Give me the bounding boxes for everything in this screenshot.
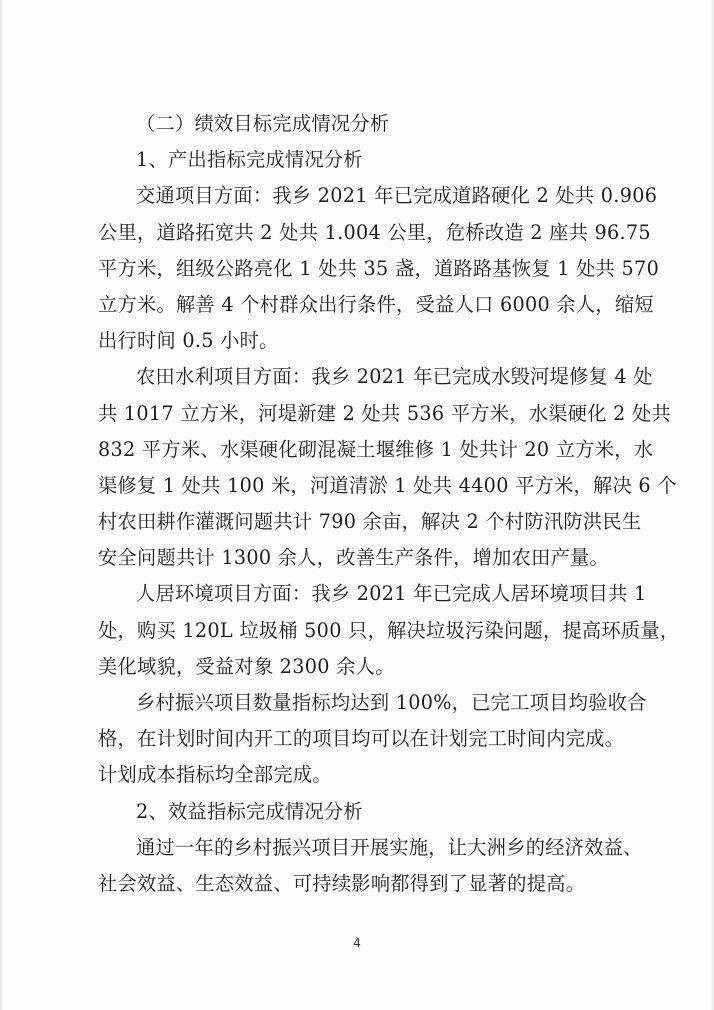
paragraph-quantity <box>98 685 647 794</box>
paragraph-benefit <box>98 830 643 902</box>
paragraph-line: 交通项目方面：我乡 2021 年已完成道路硬化 2 处共 0.906 <box>136 184 658 208</box>
scan-edge-left <box>0 0 3 1010</box>
paragraph-line: 人居环境项目方面：我乡 2021 年已完成人居环境项目共 1 <box>136 582 647 606</box>
subheading-output-indicators: 1、产出指标完成情况分析 <box>136 148 363 172</box>
scan-edge-right <box>710 0 714 1010</box>
paragraph-line: 出行时间 0.5 小时。 <box>98 329 279 353</box>
paragraph-line: 通过一年的乡村振兴项目开展实施，让大洲乡的经济效益、 <box>136 835 643 859</box>
paragraph-line: 立方米。解善 4 个村群众出行条件，受益人口 6000 余人，缩短 <box>98 292 654 316</box>
paragraph-line: 格，在计划时间内开工的项目均可以在计划完工时间内完成。 <box>98 727 625 751</box>
paragraph-line: 乡村振兴项目数量指标均达到 100%，已完工项目均验收合 <box>136 691 647 714</box>
paragraph-line: 安全问题共计 1300 余人，改善生产条件，增加农田产量。 <box>98 546 610 570</box>
subheading-benefit-indicators: 2、效益指标完成情况分析 <box>136 799 363 823</box>
paragraph-line: 共 1017 立方米，河堤新建 2 处共 536 平方米，水渠硬化 2 处共 <box>98 401 671 425</box>
paragraph-line: 832 平方米、水渠硬化砌混凝土堰维修 1 处共计 20 立方米，水 <box>98 437 654 461</box>
paragraph-line: 计划成本指标均全部完成。 <box>98 763 332 787</box>
document-body <box>98 106 680 902</box>
paragraph-line: 村农田耕作灌溉问题共计 790 余亩，解决 2 个村防汛防洪民生 <box>98 510 642 534</box>
paragraph-line: 社会效益、生态效益、可持续影响都得到了显著的提高。 <box>98 871 586 895</box>
paragraph-water <box>98 359 677 576</box>
paragraph-environment <box>98 576 680 685</box>
paragraph-line: 处，购买 120L 垃圾桶 500 只，解决垃圾污染问题，提高环质量， <box>98 618 680 642</box>
paragraph-line: 平方米，组级公路亮化 1 处共 35 盏，道路路基恢复 1 处共 570 <box>98 256 660 280</box>
paragraph-transport <box>98 178 660 359</box>
section-heading: （二）绩效目标完成情况分析 <box>136 112 390 135</box>
paragraph-line: 美化域貌，受益对象 2300 余人。 <box>98 654 395 678</box>
page-number: 4 <box>353 936 361 950</box>
paragraph-line: 农田水利项目方面：我乡 2021 年已完成水毁河堤修复 4 处 <box>136 365 653 389</box>
paragraph-line: 渠修复 1 处共 100 米，河道清淤 1 处共 4400 平方米，解决 6 个 <box>98 473 677 497</box>
paragraph-line: 公里，道路拓宽共 2 处共 1.004 公里，危桥改造 2 座共 96.75 <box>98 220 651 244</box>
